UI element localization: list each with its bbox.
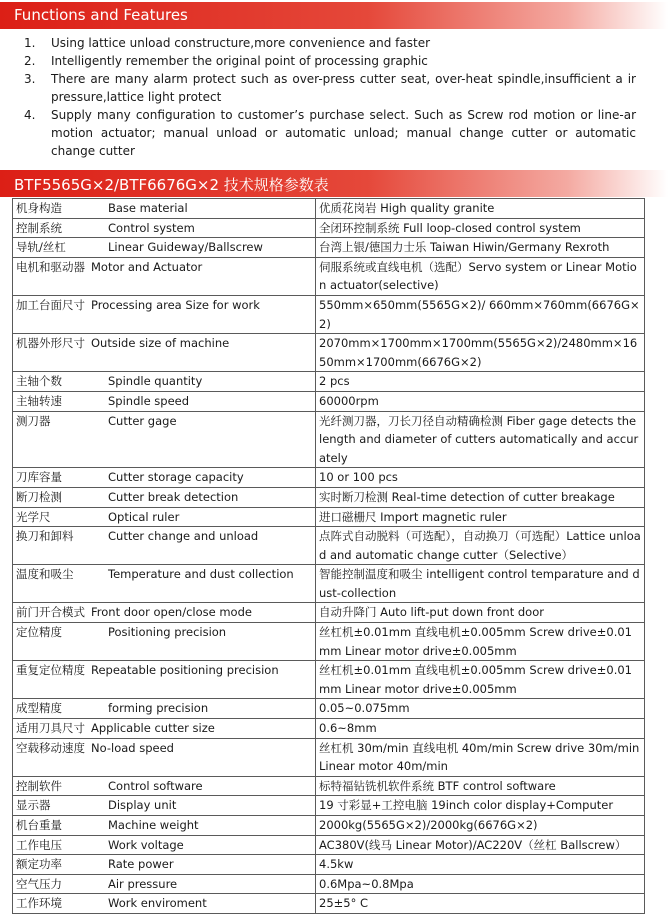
spec-row: [13, 372, 645, 392]
spec-row: [13, 894, 645, 914]
spec-row: [13, 411, 645, 468]
spec-row: [13, 391, 645, 411]
spec-row: [13, 565, 645, 603]
spec-label-en: Cutter gage: [108, 413, 177, 428]
spec-value: AC380V(线马 Linear Motor)/AC220V（丝杠 Ballscrew）: [316, 835, 645, 855]
spec-label-cn: 电机和驱动器: [16, 259, 85, 274]
spec-label-cn: 定位精度: [16, 625, 62, 640]
spec-value: 全闭环控制系统 Full loop-closed control system: [316, 218, 645, 238]
spec-label-cell: [13, 257, 316, 295]
spec-label-en: Display unit: [108, 798, 177, 813]
spec-value: 点阵式自动脱料（可选配），自动换刀（可选配）Lattice unload and automatic change cutter（Selective）: [316, 527, 645, 565]
spec-label-cell: [13, 796, 316, 816]
feature-text: Using lattice unload constructure,more convenience and faster: [51, 36, 431, 50]
spec-label-en: Machine weight: [108, 818, 199, 832]
feature-number: 4.: [24, 108, 36, 122]
spec-row: [13, 661, 645, 699]
spec-row: [13, 855, 645, 875]
spec-row: [13, 796, 645, 816]
spec-label-cell: [13, 238, 316, 258]
spec-row: [13, 719, 645, 739]
spec-label-cell: [13, 218, 316, 238]
spec-label-cn: 工作电压: [16, 837, 62, 852]
spec-label-cell: [13, 372, 316, 392]
spec-label-cn: 加工台面尺寸: [16, 297, 85, 312]
spec-label-cn: 工作环境: [16, 896, 62, 911]
spec-value: 0.6Mpa~0.8Mpa: [316, 874, 645, 894]
spec-label-en: Work voltage: [108, 837, 184, 852]
spec-label-cell: [13, 334, 316, 372]
feature-item: [24, 34, 636, 52]
spec-label-en: Air pressure: [108, 876, 178, 891]
spec-label-cell: [13, 816, 316, 836]
spec-value: 2070mm×1700mm×1700mm(5565G×2)/2480mm×1650mm×1700mm(6676G×2): [316, 334, 645, 372]
spec-value: 伺服系统或直线电机（选配）Servo system or Linear Motion actuator(selective): [316, 257, 645, 295]
spec-value: 丝杠机±0.01mm 直线电机±0.005mm Screw drive±0.01mm Linear motor drive±0.005mm: [316, 661, 645, 699]
spec-label-cell: [13, 738, 316, 776]
spec-label-en: Applicable cutter size: [91, 721, 215, 736]
spec-label-cn: 空气压力: [16, 876, 62, 891]
spec-label-cn: 刀库容量: [16, 470, 62, 485]
spec-label-cell: [13, 199, 316, 219]
spec-value: 19 寸彩显+工控电脑 19inch color display+Computer: [316, 796, 645, 816]
spec-label-en: Rate power: [108, 857, 174, 872]
feature-text: Supply many configuration to customer’s purchase select. Such as Screw rod motion or line-ar motion actuator; manual unload or automatic unload; manual change cutter or automatic change cutter: [51, 108, 636, 158]
feature-number: 3.: [24, 72, 36, 86]
spec-label-cell: [13, 776, 316, 796]
spec-label-cn: 重复定位精度: [16, 663, 85, 678]
feature-item: [24, 70, 636, 106]
spec-value: 自动升降门 Auto lift-put down front door: [316, 603, 645, 623]
spec-label-cn: 温度和吸尘: [16, 567, 74, 582]
spec-label-en: Base material: [108, 201, 188, 215]
spec-row: [13, 507, 645, 527]
spec-row: [13, 776, 645, 796]
spec-label-en: Optical ruler: [108, 509, 180, 524]
spec-label-cell: [13, 699, 316, 719]
spec-label-cn: 导轨/丝杠: [16, 240, 66, 255]
spec-label-cell: [13, 527, 316, 565]
spec-row: [13, 527, 645, 565]
spec-row: [13, 623, 645, 661]
spec-table: [12, 198, 645, 914]
spec-label-cn: 光学尺: [16, 509, 51, 524]
spec-row: [13, 238, 645, 258]
features-banner: [0, 2, 668, 29]
spec-label-en: Linear Guideway/Ballscrew: [108, 240, 263, 255]
spec-label-en: Front door open/close mode: [91, 605, 252, 620]
spec-value: 优质花岗岩 High quality granite: [316, 199, 645, 219]
spec-value: 0.6~8mm: [316, 719, 645, 739]
spec-row: [13, 816, 645, 836]
spec-banner: [0, 170, 668, 197]
feature-item: [24, 52, 636, 70]
spec-label-cell: [13, 719, 316, 739]
features-title: Functions and Features: [14, 6, 188, 24]
feature-number: 1.: [24, 36, 36, 50]
spec-value: 丝杠机 30m/min 直线电机 40m/min Screw drive 30m/min Linear motor 40m/min: [316, 738, 645, 776]
spec-value: 标特福钻铣机软件系统 BTF control software: [316, 776, 645, 796]
spec-value: 4.5kw: [316, 855, 645, 875]
spec-label-en: Cutter storage capacity: [108, 470, 244, 485]
spec-label-en: Outside size of machine: [91, 336, 230, 351]
spec-value: 60000rpm: [316, 391, 645, 411]
spec-value: 2 pcs: [316, 372, 645, 392]
spec-label-en: Repeatable positioning precision: [91, 663, 279, 678]
spec-label-cell: [13, 487, 316, 507]
spec-label-cell: [13, 468, 316, 488]
spec-label-cell: [13, 565, 316, 603]
spec-label-cn: 断刀检测: [16, 489, 62, 504]
spec-label-cn: 测刀器: [16, 413, 51, 428]
spec-value: 光纤测刀器，刀长刀径自动精确检测 Fiber gage detects the length and diameter of cutters automatically and accurately: [316, 411, 645, 468]
spec-value: 2000kg(5565G×2)/2000kg(6676G×2): [316, 816, 645, 836]
spec-value: 进口磁栅尺 Import magnetic ruler: [316, 507, 645, 527]
spec-row: [13, 487, 645, 507]
spec-label-en: Temperature and dust collection: [108, 567, 294, 582]
spec-value: 实时断刀检测 Real-time detection of cutter breakage: [316, 487, 645, 507]
spec-row: [13, 218, 645, 238]
spec-label-cn: 前门开合模式: [16, 605, 85, 620]
feature-number: 2.: [24, 54, 36, 68]
spec-label-cn: 主轴个数: [16, 374, 62, 389]
spec-label-en: Processing area Size for work: [91, 297, 260, 312]
spec-label-cn: 主轴转速: [16, 393, 62, 408]
spec-row: [13, 295, 645, 333]
spec-table-body: [13, 199, 645, 914]
spec-label-cn: 额定功率: [16, 857, 62, 872]
spec-row: [13, 603, 645, 623]
spec-value: 丝杠机±0.01mm 直线电机±0.005mm Screw drive±0.01mm Linear motor drive±0.005mm: [316, 623, 645, 661]
spec-label-cell: [13, 661, 316, 699]
spec-row: [13, 257, 645, 295]
spec-label-cn: 适用刀具尺寸: [16, 721, 85, 736]
spec-row: [13, 835, 645, 855]
spec-label-en: Cutter break detection: [108, 489, 239, 504]
spec-label-cn: 机器外形尺寸: [16, 336, 85, 351]
spec-label-cn: 空载移动速度: [16, 740, 85, 755]
spec-row: [13, 738, 645, 776]
spec-label-en: Positioning precision: [108, 625, 227, 640]
feature-text: Intelligently remember the original point of processing graphic: [51, 54, 428, 68]
spec-value: 智能控制温度和吸尘 intelligent control temparature and dust-collection: [316, 565, 645, 603]
feature-item: [24, 106, 636, 160]
spec-value: 0.05~0.075mm: [316, 699, 645, 719]
spec-row: [13, 468, 645, 488]
spec-label-cell: [13, 391, 316, 411]
spec-label-en: Control system: [108, 220, 195, 235]
spec-label-cn: 机身构造: [16, 201, 62, 215]
spec-label-en: Spindle quantity: [108, 374, 203, 389]
spec-row: [13, 699, 645, 719]
spec-label-cell: [13, 411, 316, 468]
spec-value: 550mm×650mm(5565G×2)/ 660mm×760mm(6676G×2): [316, 295, 645, 333]
spec-label-cn: 控制系统: [16, 220, 62, 235]
spec-label-en: Control software: [108, 778, 203, 793]
spec-label-cn: 成型精度: [16, 701, 62, 716]
spec-label-cn: 显示器: [16, 798, 51, 813]
spec-label-cell: [13, 623, 316, 661]
spec-label-cell: [13, 507, 316, 527]
spec-label-cn: 换刀和卸料: [16, 529, 74, 544]
spec-label-en: forming precision: [108, 701, 209, 716]
spec-row: [13, 199, 645, 219]
spec-label-cell: [13, 295, 316, 333]
spec-value: 10 or 100 pcs: [316, 468, 645, 488]
spec-value: 25±5° C: [316, 894, 645, 914]
spec-label-cell: [13, 603, 316, 623]
spec-label-cell: [13, 835, 316, 855]
spec-label-en: Work enviroment: [108, 896, 207, 911]
spec-value: 台湾上银/德国力士乐 Taiwan Hiwin/Germany Rexroth: [316, 238, 645, 258]
spec-label-en: Spindle speed: [108, 393, 190, 408]
spec-label-cell: [13, 894, 316, 914]
spec-label-cn: 机台重量: [16, 818, 62, 832]
spec-label-cn: 控制软件: [16, 778, 62, 793]
spec-label-cell: [13, 855, 316, 875]
features-list: [24, 34, 636, 160]
spec-row: [13, 874, 645, 894]
spec-label-en: Cutter change and unload: [108, 529, 259, 544]
spec-row: [13, 334, 645, 372]
spec-title: BTF5565G×2/BTF6676G×2 技术规格参数表: [14, 176, 329, 194]
spec-label-cell: [13, 874, 316, 894]
spec-label-en: Motor and Actuator: [91, 259, 203, 274]
spec-label-en: No-load speed: [91, 740, 174, 755]
feature-text: There are many alarm protect such as over-press cutter seat, over-heat spindle,insufficient a ir pressure,lattice light protect: [51, 72, 636, 104]
